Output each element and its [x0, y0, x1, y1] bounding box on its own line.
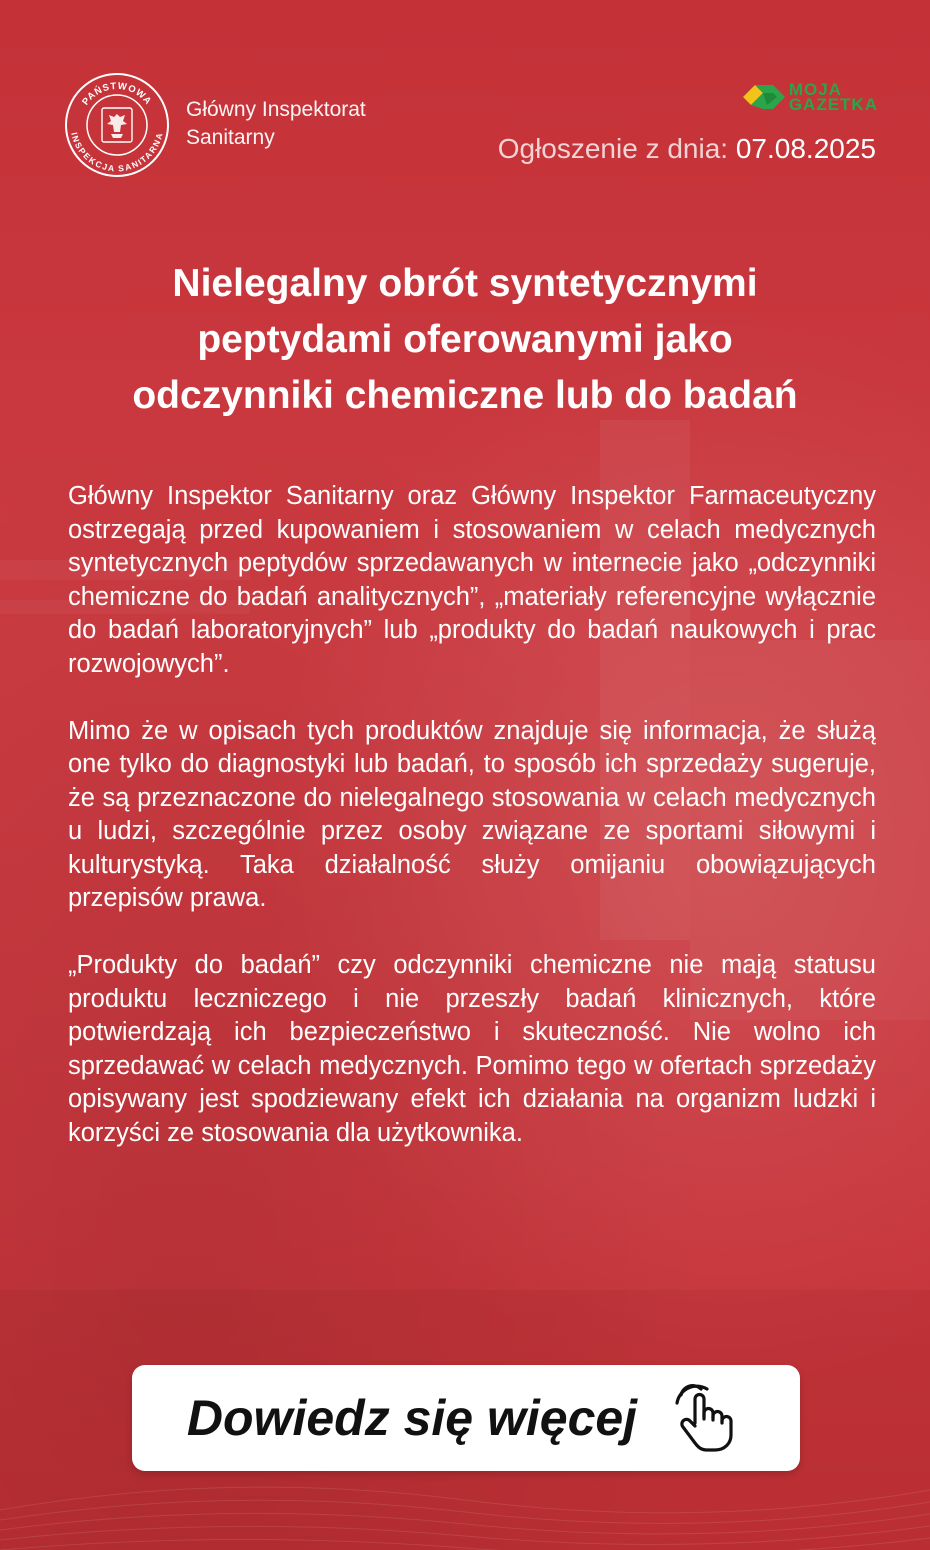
partner-logo-line1: MOJA	[788, 80, 842, 99]
body-paragraph-1: Główny Inspektor Sanitarny oraz Główny Inspektor Farmaceutyczny ostrzegają przed kupowaniem i stosowaniem w celach medycznych syntetycznych peptydów sprzedawanych w internecie jako „odczynniki chemiczne do badań analitycznych”, „materiały referencyjne wyłącznie do badań laboratoryjnych” lub „produkty do badań naukowych i prac rozwojowych”.	[68, 482, 876, 678]
organization-name	[186, 96, 366, 152]
state-sanitary-inspection-seal-icon	[64, 72, 170, 178]
organization-name-line2: Sanitarny	[186, 126, 275, 149]
announcement-body	[68, 480, 876, 1184]
learn-more-button[interactable]	[132, 1365, 800, 1471]
moja-gazetka-wordmark	[789, 82, 878, 112]
announcement-date	[498, 133, 876, 165]
page-title	[40, 256, 890, 424]
seal-text-top: PAŃSTWOWA	[80, 80, 154, 108]
date-label: Ogłoszenie z dnia:	[497, 133, 729, 164]
title-line2: peptydami oferowanymi jako	[197, 318, 733, 361]
pointing-hand-icon	[675, 1383, 735, 1453]
title-line1: Nielegalny obrót syntetycznymi	[172, 262, 758, 305]
moja-gazetka-logo	[743, 80, 878, 114]
title-line3: odczynniki chemiczne lub do badań	[132, 374, 798, 417]
date-value: 07.08.2025	[735, 133, 876, 164]
body-paragraph-2: Mimo że w opisach tych produktów znajduje się informacja, że służą one tylko do diagnostyki lub badań, to sposób ich sprzedaży sugeruje, że są przeznaczone do nielegalnego stosowania w celach medycznych u ludzi, szczególnie przez osoby związane ze sportami siłowymi i kulturystyką. Taka działalność służy omijaniu obowiązujących przepisów prawa.	[68, 716, 876, 912]
svg-text:PAŃSTWOWA	[80, 81, 154, 108]
organization-name-line1: Główny Inspektorat	[186, 98, 366, 121]
seal-text-bottom: INSPEKCJA SANITARNA	[69, 131, 165, 174]
partner-logo-line2: GAZETKA	[788, 95, 878, 114]
learn-more-label: Dowiedz się więcej	[186, 1390, 638, 1446]
body-paragraph-3: „Produkty do badań” czy odczynniki chemiczne nie mają statusu produktu leczniczego i nie przeszły badań klinicznych, które potwierdzają ich bezpieczeństwo i skuteczność. Nie wolno ich sprzedawać w celach medycznych. Pomimo tego w ofertach sprzedaży opisywany jest spodziewany efekt ich działania na organizm ludzki i korzyści ze stosowania dla użytkownika.	[68, 951, 876, 1147]
moja-gazetka-mark-icon	[743, 80, 785, 114]
